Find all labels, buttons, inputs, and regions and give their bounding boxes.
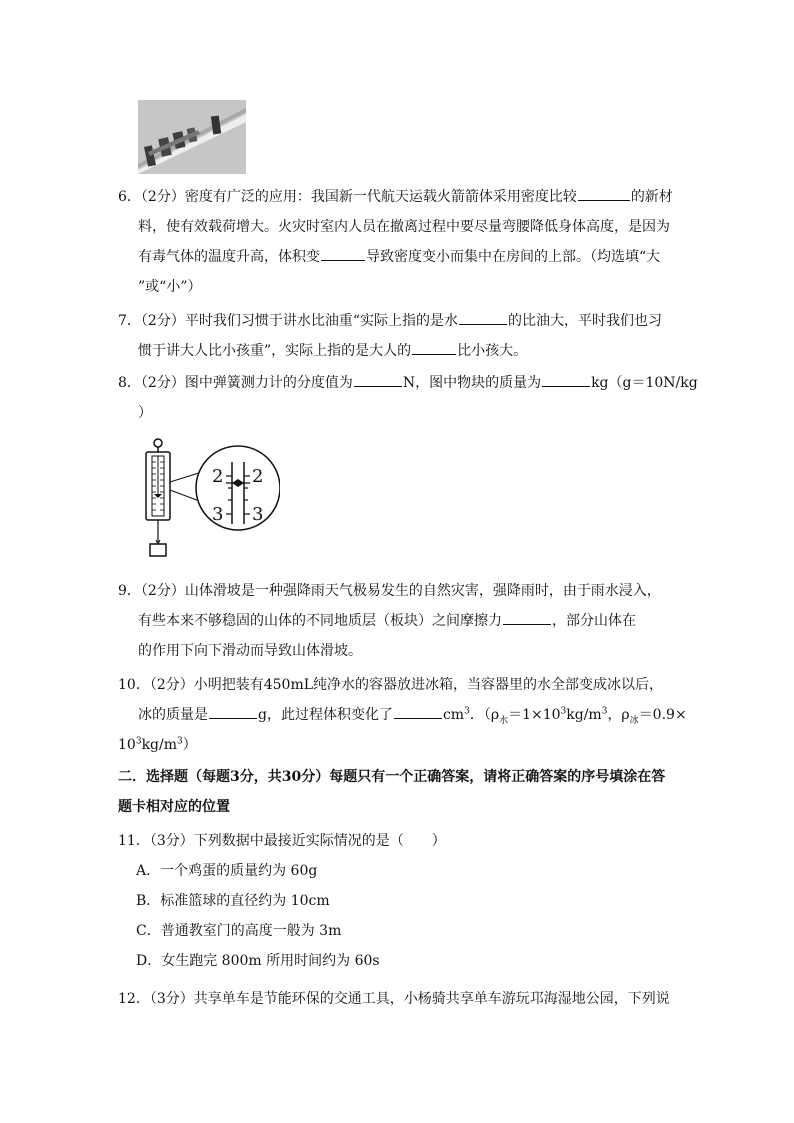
question-10 bbox=[118, 670, 687, 760]
spring-scale-icon bbox=[140, 438, 280, 564]
question-6 bbox=[118, 182, 678, 302]
q8-line-1 bbox=[118, 368, 698, 398]
q11-option-b[interactable]: B．标准篮球的直径约为 10cm bbox=[136, 893, 330, 909]
q9-text-2b: ，部分山体在 bbox=[552, 613, 636, 629]
q6-text-3b: 导致密度变小而集中在房间的上部。（均选填“大 bbox=[366, 249, 661, 265]
q10-text-3a: 10 bbox=[118, 737, 136, 753]
q10-line-2 bbox=[118, 700, 687, 730]
q7-text-1a: 7．（2分）平时我们习惯于讲水比油重“实际上指的是水 bbox=[118, 313, 458, 329]
q10-text-3b: kg/m bbox=[141, 737, 177, 753]
q10-text-3c: ） bbox=[182, 737, 197, 753]
q6-text-3a: 有毒气体的温度升高，体积变 bbox=[138, 249, 320, 265]
q6-text-1a: 6．（2分）密度有广泛的应用：我国新一代航天运载火箭箭体采用密度比较 bbox=[118, 189, 577, 205]
question-7 bbox=[118, 306, 678, 366]
q12-stem: 12．（3分）共享单车是节能环保的交通工具，小杨骑共享单车游玩邛海湿地公园，下列说 bbox=[118, 991, 670, 1007]
question-11 bbox=[118, 826, 678, 976]
fig-label-3-right: 3 bbox=[252, 504, 264, 525]
q7-line-2 bbox=[118, 336, 678, 366]
q6-text-1b: 的新材 bbox=[630, 189, 673, 205]
q8-text-1a: 8．（2分）图中弹簧测力计的分度值为 bbox=[118, 375, 353, 391]
q6-line-4: ”或“小”） bbox=[138, 279, 202, 295]
q6-line-2: 料，使有效载荷增大。火灾时室内人员在撤离过程中要尽量弯腰降低身体高度，是因为 bbox=[138, 219, 670, 235]
section-2-line-1: 二．选择题（每题3分，共30分）每题只有一个正确答案，请将正确答案的序号填涂在答 bbox=[118, 769, 666, 785]
q10-sub-ice: 冰 bbox=[629, 715, 639, 726]
q6-blank-2[interactable] bbox=[321, 244, 365, 261]
q9-line-3: 的作用下向下滑动而导致山体滑坡。 bbox=[138, 643, 362, 659]
section-2-heading bbox=[118, 762, 678, 822]
question-9 bbox=[118, 576, 678, 666]
rail-photo-icon bbox=[138, 100, 246, 174]
q11-option-c[interactable]: C．普通教室门的高度一般为 3m bbox=[136, 923, 342, 939]
q8-line-2: ） bbox=[138, 405, 152, 421]
q10-sub-water: 水 bbox=[499, 715, 509, 726]
question-8 bbox=[118, 368, 698, 428]
q8-text-1b: N，图中物块的质量为 bbox=[402, 375, 542, 391]
q9-line-2 bbox=[118, 606, 678, 636]
question-12 bbox=[118, 984, 678, 1014]
q10-blank-2[interactable] bbox=[394, 702, 442, 719]
spring-scale-figure bbox=[140, 438, 280, 564]
q10-text-2d: ．（ρ bbox=[469, 707, 500, 723]
q10-text-2a: 冰的质量是 bbox=[138, 707, 208, 723]
q7-blank-1[interactable] bbox=[459, 308, 507, 325]
q10-text-2j: ＝0.9× bbox=[638, 707, 687, 723]
q7-text-2a: 惯于讲大人比小孩重”，实际上指的是大人的 bbox=[138, 343, 412, 359]
fig-label-3-left: 3 bbox=[212, 504, 224, 525]
fig-label-2-left: 2 bbox=[212, 466, 224, 487]
q11-stem: 11．（3分）下列数据中最接近实际情况的是（ ） bbox=[118, 833, 446, 849]
q10-text-2c: cm bbox=[442, 707, 465, 723]
q10-sup-2: 3 bbox=[560, 706, 567, 717]
q10-text-2g: kg/m bbox=[566, 707, 602, 723]
q10-sup-5: 3 bbox=[177, 736, 183, 747]
fig-label-2-right: 2 bbox=[252, 466, 264, 487]
q7-text-1b: 的比油大，平时我们也习 bbox=[507, 313, 662, 329]
q10-line-3 bbox=[118, 730, 678, 760]
q6-line-1 bbox=[118, 182, 678, 212]
q7-blank-2[interactable] bbox=[412, 338, 456, 355]
q6-line-3 bbox=[118, 242, 678, 272]
q10-sup-4: 3 bbox=[135, 736, 142, 747]
q10-sup-3: 3 bbox=[601, 706, 608, 717]
q9-text-2a: 有些本来不够稳固的山体的不同地质层（板块）之间摩擦力 bbox=[138, 613, 502, 629]
q6-blank-1[interactable] bbox=[578, 184, 630, 201]
q7-line-1 bbox=[118, 306, 678, 336]
section-2-line-2: 题卡相对应的位置 bbox=[118, 799, 230, 815]
q9-line-1: 9．（2分）山体滑坡是一种强降雨天气极易发生的自然灾害，强降雨时，由于雨水浸入， bbox=[118, 583, 661, 599]
q8-blank-1[interactable] bbox=[354, 370, 402, 387]
q8-blank-2[interactable] bbox=[542, 370, 590, 387]
q10-line-1: 10．（2分）小明把装有450mL纯净水的容器放进冰箱，当容器里的水全部变成冰以后， bbox=[118, 677, 664, 693]
q9-blank-1[interactable] bbox=[503, 608, 551, 625]
q10-text-2h: ，ρ bbox=[607, 707, 630, 723]
q11-option-d[interactable]: D．女生跑完 800m 所用时间约为 60s bbox=[136, 953, 380, 969]
q10-text-2b: g，此过程体积变化了 bbox=[258, 707, 393, 723]
top-photo-image bbox=[138, 100, 246, 174]
q11-option-a[interactable]: A．一个鸡蛋的质量约为 60g bbox=[136, 863, 318, 879]
q7-text-2b: 比小孩大。 bbox=[457, 343, 528, 359]
q10-text-2f: ＝1×10 bbox=[508, 707, 561, 723]
q8-text-1c: kg（g＝10N/kg bbox=[591, 375, 698, 391]
q10-blank-1[interactable] bbox=[209, 702, 257, 719]
q10-sup-1: 3 bbox=[464, 706, 470, 717]
